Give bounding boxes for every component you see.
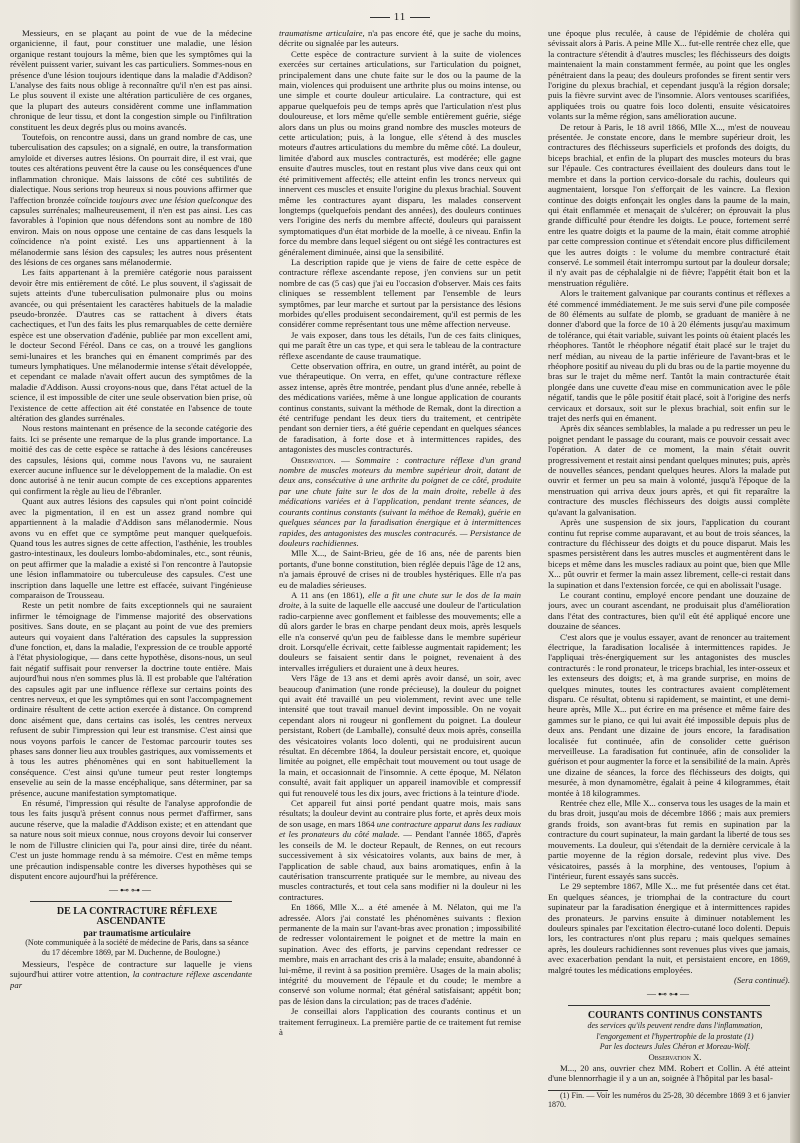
section-ornament: —⊷⊶—: [109, 885, 153, 896]
article-title: DE LA CONTRACTURE RÉFLEXE ASCENDANTE: [56, 905, 218, 928]
article-subtitle: l'engorgement et l'hypertrophie de la prostate (1): [596, 1031, 754, 1041]
emphasis: traumatisme articulaire,: [279, 28, 365, 38]
paragraph: M..., 20 ans, ouvrier chez MM. Robert et Collin. A été atteint d'une blennorrhagie il y a un an, soignée à l'hôpital par les basal-: [548, 1062, 790, 1084]
paragraph: Après dix séances semblables, la malade a pu redresser un peu le poignet pendant le passage du courant, mais ce pouvoir cessait avec l'opération. A dater de ce moment, la main s'était ouvrit progressivement et restait ainsi pendant quelques minutes; puis, après de nouvelles séances, pendant quelques heures. Alors la malade put ouvrir et fermer un peu sa main à volonté, jusqu'à l'époque de la menstruation qui arriva deux jours après, et qui fit reparaître la contracture des muscles fléchisseurs des doigts aussi complète qu'avant la galvanisation.: [548, 423, 790, 517]
paragraph: A 11 ans (en 1861), elle a fit une chute sur le dos de la main droite, à la suite de laquelle elle aaccusé une douleur de l'articulation radio-carpienne avec gonflement et faiblesse des mouvements; elle a dû alors garder le bras en charpe pendant deux mois, après lesquels elle n'a conservé qu'un peu de faiblesse dans le membre supérieur droit. Lorsqu'elle écrivait, cette faiblesse augmentait rapidement; les douleurs se faisaient sentir dans le poignet, revenaient à des intervalles irréguliers et duraient une à deux heures.: [279, 589, 521, 673]
emphasis: elle a fit une chute sur le dos de la main droite,: [279, 589, 521, 611]
sommaire-label: Sommaire :: [355, 454, 399, 465]
emphasis: une contracture apparut dans les radiaux et les pronateurs du côté malade.: [279, 818, 521, 840]
emphasis: toujours avec une lésion quelconque: [109, 194, 238, 205]
page-header: [0, 10, 800, 24]
divider: [568, 1005, 770, 1006]
paragraph: Alors le traitement galvanique par courants continus et réflexes a été commencé immédiatement. Je me suis servi d'une pile composée de 80 éléments au sulfate de plomb, se graduant de manière à ne donner d'abord que la force de 10 à 20 éléments jusqu'au maximum de tolérance, qui était variable, suivant les points où étaient placés les rhéophores. Tantôt le rhéophore négatif était placé sur le trajet du nerf médian, au niveau de la partie inférieure de l'avant-bras et le rhéophore positif au niveau du pli du bras ou de la partie moyenne du bras sur le trajet du même nerf. Tantôt la main contracturée était plongée dans une cuvette d'eau mise en communication avec le pôle négatif, tandis que le pôle positif était placé, soit à l'origine des nerfs cervicaux et dorsaux, soit sur le plexus brachial, soit enfin sur le trajet des nerfs qui en émanent.: [548, 288, 790, 424]
paragraph: Vers l'âge de 13 ans et demi après avoir dansé, un soir, avec beaucoup d'animation (une ronde précieuse), la douleur du poignet qui avait été travaillé un peu violemment, revint avec une telle intensité que tout travail manuel devint impossible. On ne voyait cependant alors ni rougeur ni gonflement du poignet. La douleur persistant, Robert (de Lamballe), consulté deux mois après, conseilla des vésicatoires volants loco dolenti, qui ne produisirent aucun résultat. En décembre 1864, la douleur persistait encore, et, quoique limitée au poignet, elle empêchait tout mouvement ou tout usage de la main, et occasionnait de l'insomnie. A cette époque, M. Nélaton consulté, avait fait appliquer un appareil inamovible et compressif qui fut renouvelé tous les dix jours, avec frictions à la teinture d'iode.: [279, 673, 521, 798]
header-rule-left: [370, 17, 390, 18]
paragraph: Toutefois, on rencontre aussi, dans un grand nombre de cas, une tuberculisation des capsules; on a signalé, en outre, la transformation amyloïde et diverses autres lésions. On pourrait dire, il est vrai, que toutes ces altérations peuvent être la cause ou les conséquences d'une inflammation chronique. Mais laissons de côté ces subtilités de dialectique. Nous serions trop heureux si nous pouvions affirmer que l'affection bronzée coïncide toujours avec une lésion quelconque des capsules surrénales; malheureusement, il n'en est pas ainsi. Les cas favorables à l'opinion que nous défendons sont au nombre de 180 environ. Mais on nous oppose une centaine de cas dans lesquels la coïncidence n'a point existé. Les uns appartiennent à la mélanodermie sans lésion des capsules; les autres nous présentent des lésions de ces organes sans mélanodermie.: [10, 132, 252, 267]
paragraph: Cette espèce de contracture survient à la suite de violences exercées sur certaines articulations, sur l'articulation du poignet, principalement dans une chute faite sur le dos ou la paume de la main, violences qui produisent une arthrite plus ou moins intense, ou une simple et courte douleur articulaire. La contracture, qui est apparue quelquefois peu de temps après que l'articulation n'est plus douloureuse, et lors même qu'elle semble entièrement guérie, siége alors dans un plus ou moins grand nombre des muscles moteurs de cette articulation; puis, à la longue, elle s'étend à des muscles moteurs d'autres articulations du membre du même côté. La douleur, limitée d'abord aux muscles contracturés, est modérée; elle gagne ensuite d'autres muscles, tout en restant plus vive dans ceux qui ont été primitivement affectés; elle atteint enfin les troncs nerveux qui innervent ces muscles et ensuite l'origine du plexus brachial. Souvent même les contractures ayant disparu, les malades conservent longtemps (quelquefois pendant des années), des douleurs continues vers l'origine des nerfs du membre affecté, douleurs qui paraissent symptomatiques d'un état morbide de la moelle, à ce niveau. Enfin la force du membre dans lequel siégent ou ont siégé les contractures est généralement diminuée, ainsi que la sensibilité.: [279, 48, 521, 257]
article-authors: Par les docteurs Jules Chéron et Moreau-Wolf.: [599, 1042, 751, 1051]
observation-title: Observation X.: [648, 1052, 702, 1063]
paragraph: Reste un petit nombre de faits exceptionnels qui ne sauraient infirmer le témoignage de l'immense majorité des observations positives. Sans doute, en se plaçant au point de vue des premiers auteurs qui voyaient dans l'altération des capsules la suppression d'une fonction, et, dans la maladie, l'expression de ce trouble apporté à l'état physiologique, — dans cette hypothèse, disons-nous, un seul fait négatif suffisait pour renverser la doctrine toute entière. Mais aujourd'hui nous n'en sommes plus là. Il est probable que l'altération des capsules agit par une influence réflexe sur certains points des centres nerveux, et que les symptômes qui en sont l'accompagnement ordinaire résultent de cette action exercée à distance. On comprend donc aisément que, dans certains cas isolés, les centres nerveux refusent de subir l'impression qui leur est transmise. C'est ainsi que nous voyons parfois le cancer de l'estomac parcourir toutes ses phases sans donner lieu aux troubles gastriques, aux vomissements et à tous les autres phénomènes qui en sont habituellement la conséquence. C'est ainsi qu'une tumeur peut rester longtemps ensevelie au sein de la masse encéphalique, sans déterminer, par sa présence, aucune manifestation symptomatique.: [10, 600, 252, 798]
paragraph: C'est alors que je voulus essayer, avant de renoncer au traitement électrique, la faradisation localisée à intermittences rapides. Je l'appliquai très-énergiquement sur les antagonistes des muscles contracturés : le rond pronateur, le triceps brachial, les inter-osseux et les extenseurs des doigts; et, à ma grande surprise, en moins de quelques minutes, toutes les contractures avaient complètement disparu. Ce résultat, obtenu si rapidement, se maintint, et une demi-heure après, Mlle X... put écrire en ma présence et même faire des gammes sur le piano, ce qui lui avait été impossible depuis plus de deux ans. Pendant une dizaine de jours encore, la faradisation localisée fut continuée, afin de consolider cette guérison merveilleuse. La faradisation fut continuée, afin de consolider la guérison et pour augmenter la force et la sensibilité de la main. Après une dizaine de séances, la force des fléchisseurs des doigts, qui mesurée, à mon dynamomètre, égalait à peine 4 kilogrammes, était montée à 18 kilogrammes.: [548, 631, 790, 798]
observation-summary: [279, 455, 521, 549]
continued-note: (Sera continué).: [734, 974, 790, 985]
binding-edge: [790, 0, 800, 1143]
paragraph: Nous restons maintenant en présence de la seconde catégorie des faits. Ici se présente une remarque de la plus grande importance. La moitié des cas de cette espèce se rattache à des lésions cancéreuses des capsules, lésions qui, comme nous l'avons vu, ne sauraient exercer aucune influence sur le développement de la maladie. On est donc autorisé à ne tenir aucun compte de ces exceptions apparentes qui confirment la règle au lieu de l'ébranler.: [10, 423, 252, 496]
paragraph: Rentrée chez elle, Mlle X... conserva tous les usages de la main et du bras droit, jusqu'au mois de décembre 1866 ; mais aux premiers grands froids, son avant-bras fut remis en supination par la contracture du court supinateur, la main gardant la liberté de tous ses mouvements. La douleur, qui s'étendait de la dernière cervicale à la partie moyenne de la région dorsale, redevint plus vive. Des vésicatoires, passés à la morphine, des ventouses, l'opium à l'intérieur, furent essayés sans succès.: [548, 798, 790, 881]
paragraph: Le 29 septembre 1867, Mlle X... me fut présentée dans cet état. En quelques séances, je triomphai de la contracture du court supinateur par la faradisation énergique et à intermittences rapides des pronateurs. Je parvins ensuite à diminuer notablement les douleurs spinales par l'excitation électro-cutané loco dolenti. Depuis lors, les contractures n'ont plus reparu ; mais quelques semaines après, les douleurs rachidiennes sont revenues plus vives que jamais, avec exacerbation pendant la nuit, et persistaient encore, en 1869, malgré toutes les médications employées.: [548, 881, 790, 975]
article-subtitle: par traumatisme articulaire: [83, 927, 191, 938]
article-note: (Note communiquée à la société de médecine de Paris, dans sa séance du 17 décembre 1869, par M. Duchenne, de Boulogne.): [25, 937, 249, 958]
header-rule-right: [410, 17, 430, 18]
column-1: [10, 28, 252, 1136]
paragraph: Messieurs, l'espèce de contracture sur laquelle je viens sujourd'hui attirer votre attention, la contracture réflexe ascendante par: [10, 958, 252, 990]
article-title: COURANTS CONTINUS CONSTANTS: [587, 1009, 763, 1021]
divider: [30, 901, 232, 902]
summary-text: contracture réflexe d'un grand nombre de muscles moteurs du membre supérieur droit, datant de deux ans, consécutive à une arthrite du poignet de ce côté, produite par une chute faite sur le dos de la main droite, rebelle à des médications variées et à l'application, pendant trente séances, de courants continus constants (suivant la méthoe de Remak), guérie en quelques séances par la faradisation énergique et à intermittences rapides, des antagonistes des muscles contracurés. — Persistance de douleurs rachidiennes.: [279, 454, 521, 548]
section-ornament: —⊷⊶—: [647, 989, 691, 1000]
paragraph: En 1866, Mlle X... a été amenée à M. Nélaton, qui me l'a adressée. Alors j'ai constaté les phénomènes suivants : flexion permanente de la main sur l'avant-bras avec pronation ; impossibilité de redresser volontairement le poignet et de mettre la main en supination. Avec des efforts, je parvins cependant redresser ce membre, mais en arrachant des cris à la malade; ensuite, abandonné à lui-même, il revint à sa position première. Usages de la main abolis; intégrité du mouvement de l'épaule et du coude; le membre a conservé son volume normal; état général satisfaisant; appétit bon; pas de lésion dans la circulation; pas de traces d'adénie.: [279, 902, 521, 1006]
paragraph: De retour à Paris, le 18 avril 1866, Mlle X..., m'est de nouveau présentée. Je constate encore, dans le membre supérieur droit, les contractures des fléchisseurs superficiels et profonds des doigts, du biceps brachial, et enfin de la plupart des muscles moteurs du bras sur l'épaule. Ces contractures éveillaient des douleurs dans tout le membre et dans la portion cervico-dorsale du rachis, douleurs qui augmentaient, lorsque l'on s'efforçait de les vaincre. La flexion continue des doigts enfonçait les ongles dans la paume de la main, qui était enflammée et menaçait de s'ulcérer; on éprouvait la plus grande difficulté pour étendre les doigts. Le pouce, fortement serré entre les quatre doigts et la paume de la main, était comme atrophié par cette compression continue et s'étendait encore plus difficilement que les autres doigts : le volume du membre contracturé était conservé. Le sommeil était interrompu surtout par la douleur dorsale; il n'y avait pas de céphalalgie ni de fièvre; l'appétit était bon et la menstruation régulière.: [548, 121, 790, 288]
paragraph: La description rapide que je viens de faire de cette espèce de contracture réflexe ascendante repose, j'en conviens sur un petit nombre de cas (5 cas) que j'ai eu l'occasion d'observer. Mais ces faits cliniques se ressemblent tellement par l'ensemble de leurs symptômes, par leur marche et surtout par la persistance des lésions morbides qu'elles produisent secondairement, qu'il est permis de les considérer comme représentant tous une même affection nerveuse.: [279, 256, 521, 330]
observation-label: Observation. —: [291, 454, 350, 465]
paragraph: Je conseillai alors l'application des courants continus et un traitement ferrugineux. La première partie de ce traitement fut remise à: [279, 1006, 521, 1037]
paragraph: Je vais exposer, dans tous les détails, l'un de ces faits cliniques, qui me paraît être un cas type, et qui sera le tableau de la contracture réflexe ascendante de cause traumatique.: [279, 329, 521, 361]
footnote: (1) Fin. — Voir les numéros du 25-28, 30 décembre 1869 3 et 6 janvier 1870.: [548, 1090, 790, 1110]
paragraph: En résumé, l'impression qui résulte de l'analyse approfondie de tous les faits jusqu'à présent connus nous permet d'affirmer, sans aucune réserve, que la maladie d'Addison existe; et en attendant que sa nature nous soit mieux connue, nous croyons devoir lui conserver le nom de l'illustre clinicien qui l'a, pour ainsi dire, tirée du néant. C'est un juste hommage rendu à sa mémoire. C'est en même temps une précaution indispensable contre les diverses hypothèses qui se disputent encore aujourd'hui la préférence.: [10, 798, 252, 881]
column-3: [548, 28, 790, 1136]
paragraph: traumatisme articulaire, n'a pas encore été, que je sache du moins, décrite ou signalée par les auteurs.: [279, 28, 521, 49]
paragraph: Cette observation offrira, en outre, un grand intérêt, au point de vue thérapeutique. On verra, en effet, qu'une contracture réflexe assez intense, après être montrée, pendant plus d'une année, rebelle à des médications variées, même à une longue application de courants continus constants, suivant la méthode de Remak, dont la direction a été centrifuge pendant les deux tiers du traitement, et centripète pendant son dernier tiers, a été guérie cependant en quelques séances de faradisation, à forte dose et à intermittences rapides, des antagonistes des muscles contracturés.: [279, 361, 521, 455]
paragraph: Après une suspension de six jours, l'application du courant continu fut reprise comme auparavant, et au bout de trois séances, la contracture du fléchisseur des doigts et du pouce disparut. Mais les spasmes persistèrent dans les autres muscles et augmentèrent dans le biceps et même dans les muscles radiaux au point que, bien que Mlle X... pût ouvrir et fermer la main assez librement, celle-ci restait dans la supination et dans l'extension forcée, ce qui en abolissait l'usage.: [548, 517, 790, 590]
paragraph: Le courant continu, employé encore pendant une douzaine de jours, avec un courant ascendant, ne produisait plus d'amélioration dans l'état des contractures, bien qu'il eût été appliqué encore une douzaine de séances.: [548, 589, 790, 632]
page-number: 11: [393, 11, 407, 23]
paragraph: Messieurs, en se plaçant au point de vue de la médecine organicienne, il faut, pour constituer une maladie, une lésion organique restant toujours la même, bien que les symptômes qui la révèlent puissent varier, suivant les cas particuliers. Sommes-nous en présence d'une lésion toujours identique dans la maladie d'Addison? L'analyse des faits nous oblige à reconnaître qu'il n'en est pas ainsi. Le plus souvent il existe une altération particulière de ces organes, que la plupart des auteurs considèrent comme une inflammation chronique de leur tissu, et dont la congestion simple ou l'infiltration constituent les deux degrés plus ou moins avancés.: [10, 28, 252, 132]
paragraph: Mlle X..., de Saint-Brieu, gée de 16 ans, née de parents bien portants, d'une bonne constitution, bien réglée depuis l'âge de 12 ans, n'a jamais éprouvé de crises ni de troubles hystériques. Elle n'a pas eu de maladies sérieuses.: [279, 548, 521, 590]
paragraph: Cet appareil fut ainsi porté pendant quatre mois, mais sans résultats; la douleur devint au contraire plus forte, et après deux mois de son usage, en mars 1864 une contracture apparut dans les radiaux et les pronateurs du côté malade. — Pendant l'année 1865, d'après les conseils de M. le docteur Repault, de Rennes, on eut recours successivement à six vésicatoires volants, aux bains de mer, à l'application de sable chaud, aux bains aromatiques, enfin à la cautérisation transcurrente pratiquée sur le membre, au niveau des muscles contracturés, et tout cela sans modifier ni la douleur ni les contractures.: [279, 798, 521, 902]
emphasis: la contracture réflexe ascendante par: [10, 969, 252, 990]
column-2: [279, 28, 521, 1136]
paragraph: Les faits appartenant à la première catégorie nous paraissent devoir être mis entièrement de côté. Le plus souvent, il s'agissait de sujets atteints d'une tuberculisation pulmonaire plus ou moins avancée, ou qui présentaient les caractères habituels de la maladie pseudo-bronzée. D'autres cas se rattachent à divers états cachectiques, et l'un des faits les plus remarquables de cette dernière espèce est une observation d'adénie, publiée par mon excellent ami, le docteur Second Féréol. Dans ce cas, on a trouvé les ganglions semi-lunaires et les branches qui en émanent comprimés par des tumeurs lymphatiques. Une mélanodermie intense s'était développée, et cependant ce malade n'avait offert aucun des symptômes de la maladie d'Addison. Aussi croyons-nous que, dans l'état actuel de la science, il est impossible de citer une seule observation bien prise, où l'existence de cette affection ait été constatée en l'absence de toute altération des glandes surrénales.: [10, 267, 252, 424]
paragraph: une époque plus reculée, à cause de l'épidémie de choléra qui sévissait alors à Paris. A peine Mlle X... fut-elle rentrée chez elle, que la contracture s'étendit à d'autres muscles; les fléchisseurs des doigts maintenaient la main constamment fermée, au point que les ongles pénétraient dans la peau; des douleurs profondes se firent sentir vers l'origine du plexus brachial, et cependant jusqu'à la région dorsale; puis la fièvre survint avec de l'insomnie. Alors ventouses scarifiées, appliquées trois ou quatre fois loco dolenti, ensuite vésicatoires volants sur la même région, sans amélioration aucune.: [548, 28, 790, 122]
paragraph: Quant aux autres lésions des capsules qui n'ont point coïncidé avec la pigmentation, il en est un assez grand nombre qui appartiennent à la maladie d'Addison sans mélanodermie. Nous avons vu en effet que ce symptôme peut manquer quelquefois. Quand tous les autres signes de cette affection, l'asthénie, les troubles gastro-intestinaux, les douleurs lombo-abdominales, etc., sont réunis, on peut affirmer que la maladie a existé si l'on rencontre à l'autopsie une lésion inflammatoire ou tuberculeuse des capsules. C'est une inscription dans laquelle une lettre est effacée, suivant l'ingénieuse comparaison de Trousseau.: [10, 496, 252, 600]
article-subtitle: des services qu'ils peuvent rendre dans l'inflammation,: [587, 1021, 763, 1031]
